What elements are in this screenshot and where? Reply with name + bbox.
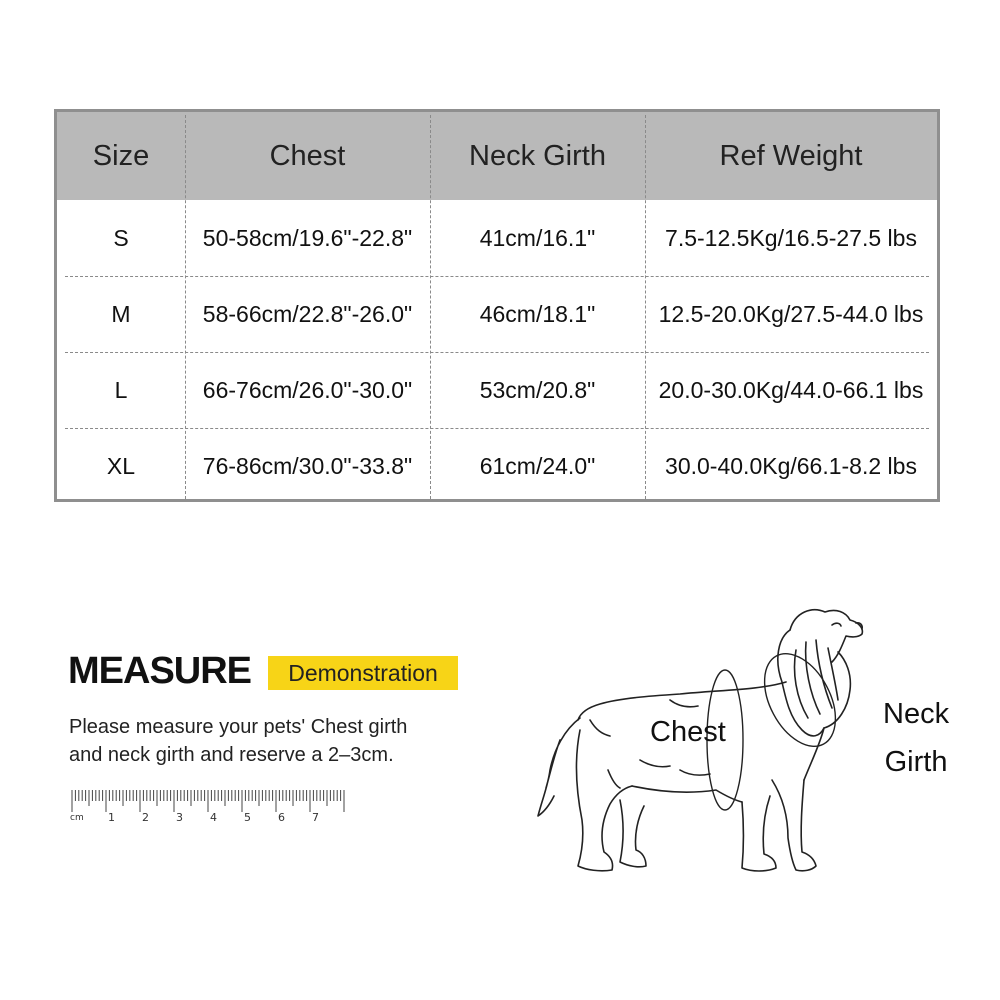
header-size: Size <box>92 139 150 172</box>
ruler-number: 4 <box>210 811 217 824</box>
dog-front-leg <box>742 796 776 871</box>
cell-chest: 58-66cm/22.8"-26.0" <box>202 300 413 327</box>
table-header-row <box>57 112 937 200</box>
dog-rear-leg <box>576 730 632 871</box>
cell-ref-weight: 30.0-40.0Kg/66.1-8.2 lbs <box>665 452 917 479</box>
chest-label: Chest <box>650 716 726 748</box>
instruction-line-1: Please measure your pets' Chest girth <box>69 716 408 738</box>
instruction-line-2: and neck girth and reserve a 2–3cm. <box>69 744 394 766</box>
ruler-unit-label: cm <box>70 813 84 823</box>
dog-head-outline <box>790 610 862 662</box>
neck-label-line-1: Neck <box>883 698 950 730</box>
cell-chest: 50-58cm/19.6"-22.8" <box>202 224 413 251</box>
neck-label-line-2: Girth <box>884 746 948 778</box>
size-chart-table <box>54 109 940 502</box>
ruler-number: 6 <box>278 811 285 824</box>
header-chest: Chest <box>269 139 346 172</box>
ruler-number: 2 <box>142 811 149 824</box>
ruler-number: 3 <box>176 811 183 824</box>
dog-tail <box>538 718 580 816</box>
measure-title: MEASURE <box>68 650 252 692</box>
neck-girth-label <box>883 690 949 786</box>
cell-neck-girth: 41cm/16.1" <box>479 224 596 251</box>
header-neck-girth: Neck Girth <box>469 139 606 172</box>
cell-size: L <box>114 376 128 403</box>
cell-chest: 66-76cm/26.0"-30.0" <box>202 376 413 403</box>
cell-neck-girth: 46cm/18.1" <box>479 300 596 327</box>
cell-neck-girth: 53cm/20.8" <box>479 376 596 403</box>
dog-rear-leg-inner <box>620 800 646 867</box>
dog-back-outline <box>578 682 786 720</box>
dog-eye <box>832 623 841 626</box>
header-ref-weight: Ref Weight <box>719 139 863 172</box>
dog-ear-fur <box>795 640 839 718</box>
dog-belly <box>632 786 742 802</box>
dog-front-leg-far <box>772 780 816 871</box>
cell-neck-girth: 61cm/24.0" <box>479 452 596 479</box>
ruler-number: 7 <box>312 811 319 824</box>
cell-size: S <box>113 224 129 251</box>
ruler-icon <box>66 786 346 826</box>
cell-ref-weight: 7.5-12.5Kg/16.5-27.5 lbs <box>665 224 917 251</box>
cell-size: XL <box>106 452 136 479</box>
cell-size: M <box>111 300 131 327</box>
dog-ear-outline <box>778 630 851 736</box>
ruler-number: 5 <box>244 811 251 824</box>
demonstration-badge: Demonstration <box>268 656 458 690</box>
ruler-number: 1 <box>108 811 115 824</box>
cell-ref-weight: 20.0-30.0Kg/44.0-66.1 lbs <box>658 376 924 403</box>
cell-chest: 76-86cm/30.0"-33.8" <box>202 452 413 479</box>
cell-ref-weight: 12.5-20.0Kg/27.5-44.0 lbs <box>658 300 924 327</box>
